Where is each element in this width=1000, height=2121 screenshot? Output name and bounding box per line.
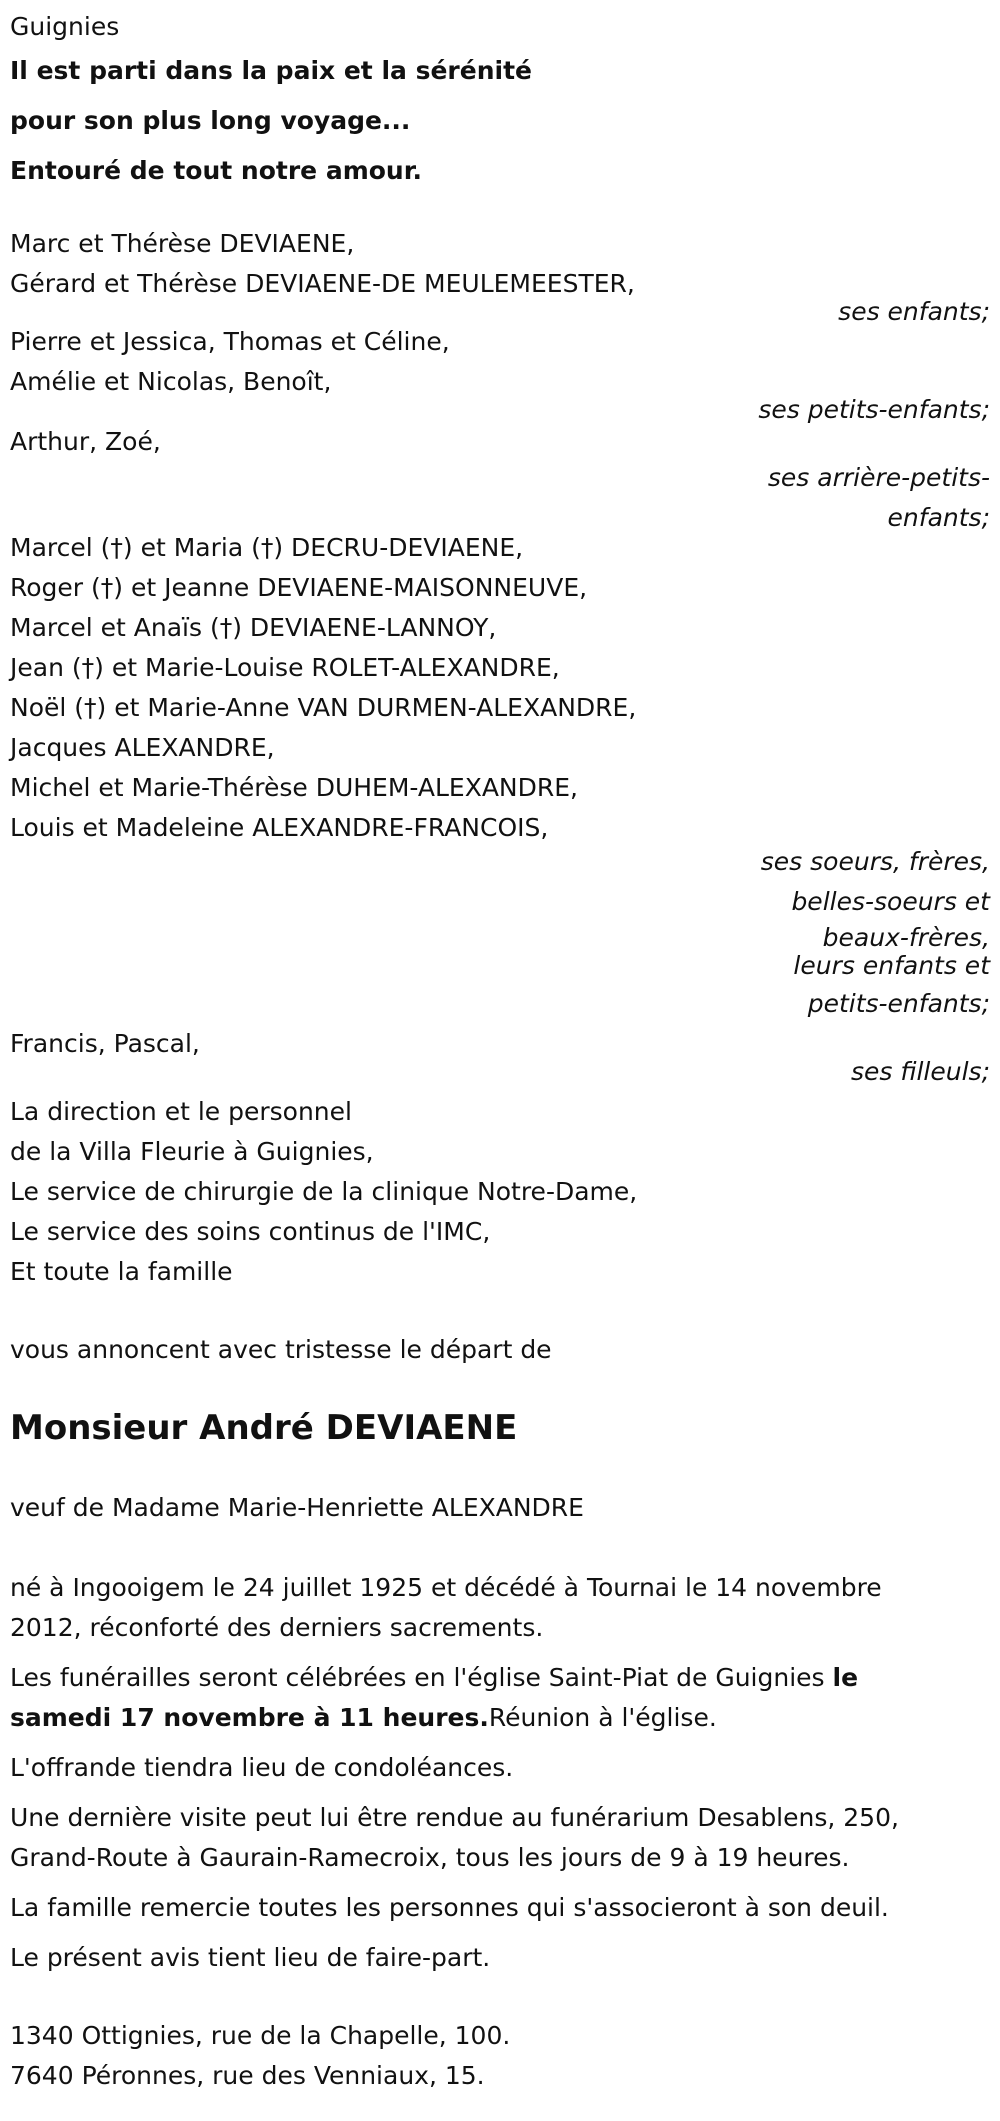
birth-death-line: né à Ingooigem le 24 juillet 1925 et décédé à Tournai le 14 novembre bbox=[10, 1573, 882, 1602]
others-line: Et toute la famille bbox=[10, 1257, 233, 1286]
visit-line: Grand-Route à Gaurain-Ramecroix, tous les jours de 9 à 19 heures. bbox=[10, 1843, 850, 1872]
grandchildren-name: Amélie et Nicolas, Benoît, bbox=[10, 367, 332, 396]
grandchildren-name: Pierre et Jessica, Thomas et Céline, bbox=[10, 327, 450, 356]
great-grandchildren-block bbox=[10, 422, 990, 538]
place-header: Guignies bbox=[10, 12, 120, 41]
siblings-relation: ses soeurs, frères, bbox=[760, 847, 990, 876]
sibling-name: Roger (†) et Jeanne DEVIAENE-MAISONNEUVE, bbox=[10, 573, 588, 602]
sibling-name: Michel et Marie-Thérèse DUHEM-ALEXANDRE, bbox=[10, 773, 578, 802]
others-line: Le service des soins continus de l'IMC, bbox=[10, 1217, 491, 1246]
siblings-relation: beaux-frères, bbox=[822, 923, 990, 952]
others-line: de la Villa Fleurie à Guignies, bbox=[10, 1137, 374, 1166]
sibling-name: Marcel (†) et Maria (†) DECRU-DEVIAENE, bbox=[10, 533, 524, 562]
siblings-relation: leurs enfants et bbox=[793, 951, 990, 980]
funeral-meeting: Réunion à l'église. bbox=[488, 1703, 717, 1732]
godchildren-relation: ses filleuls; bbox=[850, 1057, 990, 1086]
intro-line: Il est parti dans la paix et la sérénité bbox=[10, 56, 532, 85]
children-name: Marc et Thérèse DEVIAENE, bbox=[10, 229, 355, 258]
funeral-date: samedi 17 novembre à 11 heures. bbox=[10, 1703, 489, 1732]
thanks: La famille remercie toutes les personnes qui s'associeront à son deuil. bbox=[10, 1893, 889, 1922]
funeral-date-part: le bbox=[832, 1663, 859, 1692]
sibling-name: Jacques ALEXANDRE, bbox=[10, 733, 275, 762]
siblings-relation: belles-soeurs et bbox=[791, 887, 990, 916]
great-grandchildren-name: Arthur, Zoé, bbox=[10, 427, 161, 456]
condolences: L'offrande tiendra lieu de condoléances. bbox=[10, 1753, 514, 1782]
intro-block bbox=[10, 46, 1000, 196]
children-relation: ses enfants; bbox=[838, 297, 990, 326]
godchildren-block bbox=[10, 1024, 990, 1092]
addresses-block bbox=[10, 2016, 1000, 2096]
grandchildren-relation: ses petits-enfants; bbox=[758, 395, 990, 424]
widower-of: veuf de Madame Marie-Henriette ALEXANDRE bbox=[10, 1493, 584, 1522]
visit-line: Une dernière visite peut lui être rendue au funérarium Desablens, 250, bbox=[10, 1803, 899, 1832]
sibling-name: Noël (†) et Marie-Anne VAN DURMEN-ALEXANDRE, bbox=[10, 693, 637, 722]
children-name: Gérard et Thérèse DEVIAENE-DE MEULEMEESTER, bbox=[10, 269, 635, 298]
intro-line: pour son plus long voyage... bbox=[10, 106, 411, 135]
visit-paragraph bbox=[10, 1798, 1000, 1878]
others-line: La direction et le personnel bbox=[10, 1097, 352, 1126]
siblings-block bbox=[10, 528, 990, 1024]
great-grandchildren-relation: enfants; bbox=[887, 503, 990, 532]
siblings-relation: petits-enfants; bbox=[807, 989, 990, 1018]
address-line: 7640 Péronnes, rue des Venniaux, 15. bbox=[10, 2061, 485, 2090]
sibling-name: Marcel et Anaïs (†) DEVIAENE-LANNOY, bbox=[10, 613, 497, 642]
great-grandchildren-relation: ses arrière-petits- bbox=[767, 463, 990, 492]
birth-death-paragraph bbox=[10, 1568, 1000, 1648]
children-block bbox=[10, 224, 990, 332]
others-line: Le service de chirurgie de la clinique Notre-Dame, bbox=[10, 1177, 638, 1206]
address-line: 1340 Ottignies, rue de la Chapelle, 100. bbox=[10, 2021, 511, 2050]
birth-death-line: 2012, réconforté des derniers sacrements. bbox=[10, 1613, 544, 1642]
sibling-name: Jean (†) et Marie-Louise ROLET-ALEXANDRE, bbox=[10, 653, 560, 682]
godchildren-name: Francis, Pascal, bbox=[10, 1029, 200, 1058]
notice: Le présent avis tient lieu de faire-part. bbox=[10, 1943, 491, 1972]
announcement: vous annoncent avec tristesse le départ de bbox=[10, 1335, 552, 1364]
funeral-paragraph bbox=[10, 1658, 1000, 1738]
grandchildren-block bbox=[10, 322, 990, 430]
intro-line: Entouré de tout notre amour. bbox=[10, 156, 422, 185]
deceased-name: Monsieur André DEVIAENE bbox=[10, 1408, 518, 1448]
funeral-text: Les funérailles seront célébrées en l'église Saint-Piat de Guignies bbox=[10, 1663, 833, 1692]
sibling-name: Louis et Madeleine ALEXANDRE-FRANCOIS, bbox=[10, 813, 549, 842]
others-block bbox=[10, 1092, 990, 1292]
